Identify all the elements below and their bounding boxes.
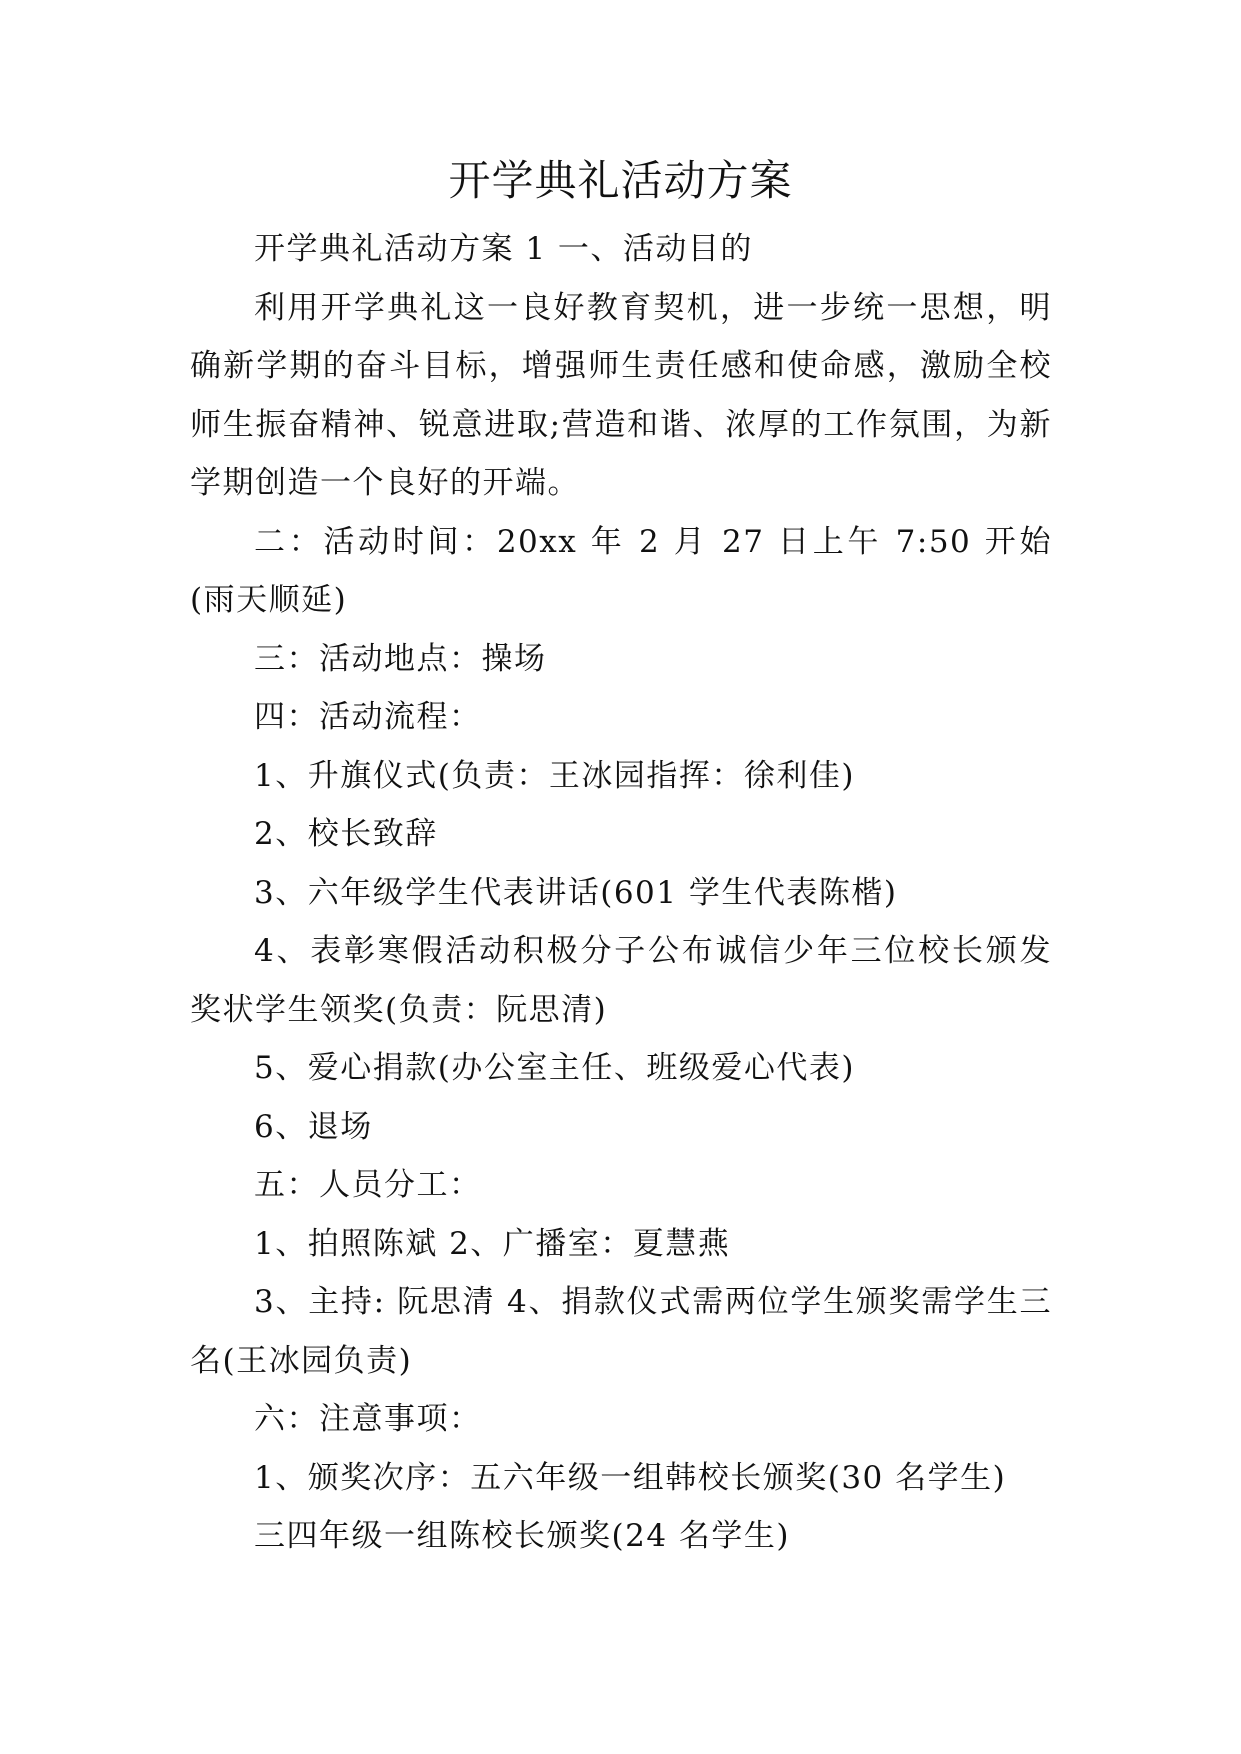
list-item: 1、拍照陈斌 2、广播室：夏慧燕 (254, 1225, 731, 1262)
list-item: 1、颁奖次序：五六年级一组韩校长颁奖(30 名学生) (254, 1459, 1007, 1496)
document-title: 开学典礼活动方案 (448, 156, 793, 205)
paragraph-location: 三：活动地点：操场 (254, 640, 547, 677)
heading-notes: 六：注意事项： (254, 1401, 482, 1437)
list-item: 6、退场 (254, 1108, 373, 1145)
list-item: 3、主持: 阮思清 4、捐款仪式需两位学生颁奖需学生三名(王冰园负责) (190, 1284, 1052, 1379)
heading-staff: 五：人员分工： (254, 1167, 482, 1203)
heading-purpose: 开学典礼活动方案 1 一、活动目的 (254, 231, 753, 267)
list-item: 3、六年级学生代表讲话(601 学生代表陈楷) (254, 874, 898, 911)
list-item: 2、校长致辞 (254, 816, 438, 852)
list-item: 三四年级一组陈校长颁奖(24 名学生) (254, 1518, 790, 1554)
heading-process: 四：活动流程： (254, 699, 482, 735)
list-item: 4、表彰寒假活动积极分子公布诚信少年三位校长颁发奖状学生领奖(负责：阮思清) (190, 933, 1052, 1028)
paragraph-time: 二：活动时间：20xx 年 2 月 27 日上午 7:50 开始(雨天顺延) (190, 523, 1052, 618)
list-item: 1、升旗仪式(负责：王冰园指挥：徐利佳) (254, 757, 855, 794)
paragraph-purpose: 利用开学典礼这一良好教育契机，进一步统一思想，明确新学期的奋斗目标，增强师生责任感和使命感，激励全校师生振奋精神、锐意进取;营造和谐、浓厚的工作氛围，为新学期创造一个良好的开端。 (190, 289, 1052, 501)
document-body (190, 220, 1052, 1566)
list-item: 5、爱心捐款(办公室主任、班级爱心代表) (254, 1050, 855, 1086)
